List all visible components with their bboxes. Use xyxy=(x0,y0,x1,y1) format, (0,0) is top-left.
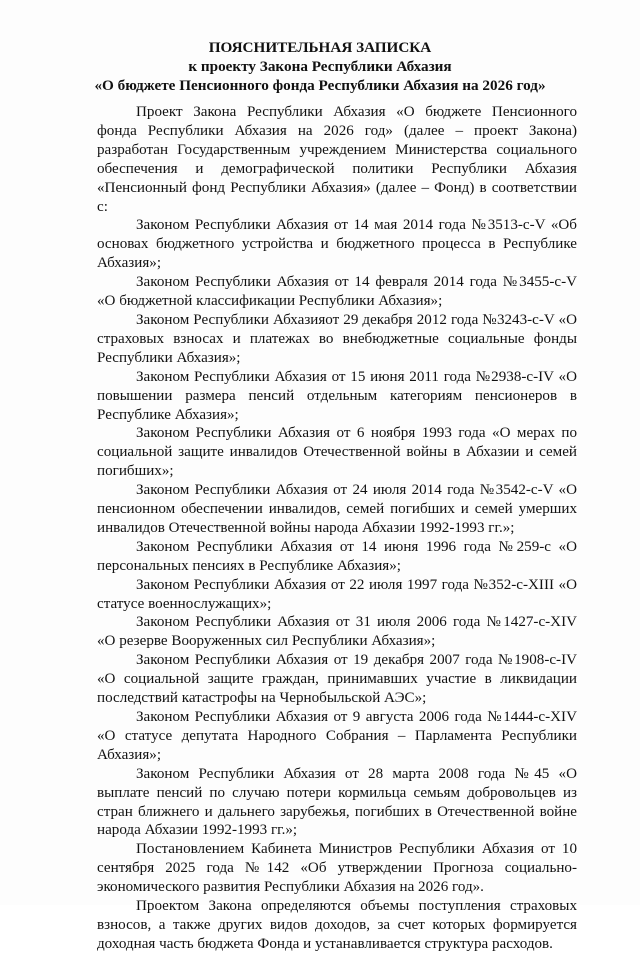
paragraph-law-pension-provision: Законом Республики Абхазия от 24 июля 2014 года №3542-с-V «О пенсионном обеспечении инвалидов, семей погибших и семей умерших инвалидов Отечественной войны народа Абхазии 1992-1993 гг.»; xyxy=(97,482,577,536)
paragraph-law-armed-forces-reserve: Законом Республики Абхазия от 31 июля 2006 года №1427-с-XIV «О резерве Вооруженных сил Республики Абхазия»; xyxy=(97,614,577,650)
document-subtitle-line1: к проекту Закона Республики Абхазия xyxy=(188,58,452,75)
document-body xyxy=(97,103,577,954)
paragraph-law-war-invalids: Законом Республики Абхазия от 6 ноября 1993 года «О мерах по социальной защите инвалидов Отечественной войны в Абхазии и семей погибших»; xyxy=(97,425,577,480)
paragraph-law-insurance-contributions: Законом Республики Абхазияот 29 декабря 2012 года №3243-с-V «О страховых взносах и платежах во внебюджетные социальные фонды Республики Абхазия»; xyxy=(97,311,577,366)
paragraph-law-military-status: Законом Республики Абхазия от 22 июля 1997 года №352-с-XIII «О статусе военнослужащих»; xyxy=(97,576,577,612)
document-header xyxy=(60,38,580,95)
paragraph-law-chernobyl: Законом Республики Абхазия от 19 декабря 2007 года №1908-с-IV «О социальной защите граждан, принимавших участие в ликвидации последствий катастрофы на Чернобыльской АЭС»; xyxy=(97,652,577,707)
paragraph-cabinet-resolution: Постановлением Кабинета Министров Республики Абхазия от 10 сентября 2025 года №142 «Об утверждении Прогноза социально-экономического развития Республики Абхазия на 2026 год». xyxy=(97,841,577,896)
paragraph-conclusion: Проектом Закона определяются объемы поступления страховых взносов, а также других видов доходов, за счет которых формируется доходная часть бюджета Фонда и устанавливается структура расходов. xyxy=(97,898,577,952)
paragraph-intro: Проект Закона Республики Абхазия «О бюджете Пенсионного фонда Республики Абхазия на 2026 год» (далее – проект Закона) разработан Государственным учреждением Министерства социального обеспечения и демографической политики Республики Абхазия «Пенсионный фонд Республики Абхазия» (далее – Фонд) в соответствии с: xyxy=(97,104,577,215)
paragraph-law-budget-classification: Законом Республики Абхазия от 14 февраля 2014 года №3455-с-V «О бюджетной классификации Республики Абхазия»; xyxy=(97,274,577,310)
paragraph-law-deputy-status: Законом Республики Абхазия от 9 августа 2006 года №1444-с-XIV «О статусе депутата Народного Собрания – Парламента Республики Абхазия»; xyxy=(97,709,577,763)
paragraph-law-budget-structure: Законом Республики Абхазия от 14 мая 2014 года №3513-с-V «Об основах бюджетного устройства и бюджетного процесса в Республике Абхазия»; xyxy=(97,217,577,272)
paragraph-law-pension-increase: Законом Республики Абхазия от 15 июня 2011 года №2938-с-IV «О повышении размера пенсий отдельным категориям пенсионеров в Республике Абхазия»; xyxy=(97,368,577,423)
document-subtitle-line2: «О бюджете Пенсионного фонда Республики Абхазия на 2026 год» xyxy=(94,77,546,94)
document-title: ПОЯСНИТЕЛЬНАЯ ЗАПИСКА xyxy=(208,39,432,56)
paragraph-law-personal-pensions: Законом Республики Абхазия от 14 июня 1996 года №259-с «О персональных пенсиях в Республике Абхазия»; xyxy=(97,538,577,574)
paragraph-law-volunteer-families: Законом Республики Абхазия от 28 марта 2008 года №45 «О выплате пенсий по случаю потери кормильца семьям добровольцев из стран ближнего и дальнего зарубежья, погибших в Отечественной войне народа Абхазии 1992-1993 гг.»; xyxy=(97,765,577,839)
